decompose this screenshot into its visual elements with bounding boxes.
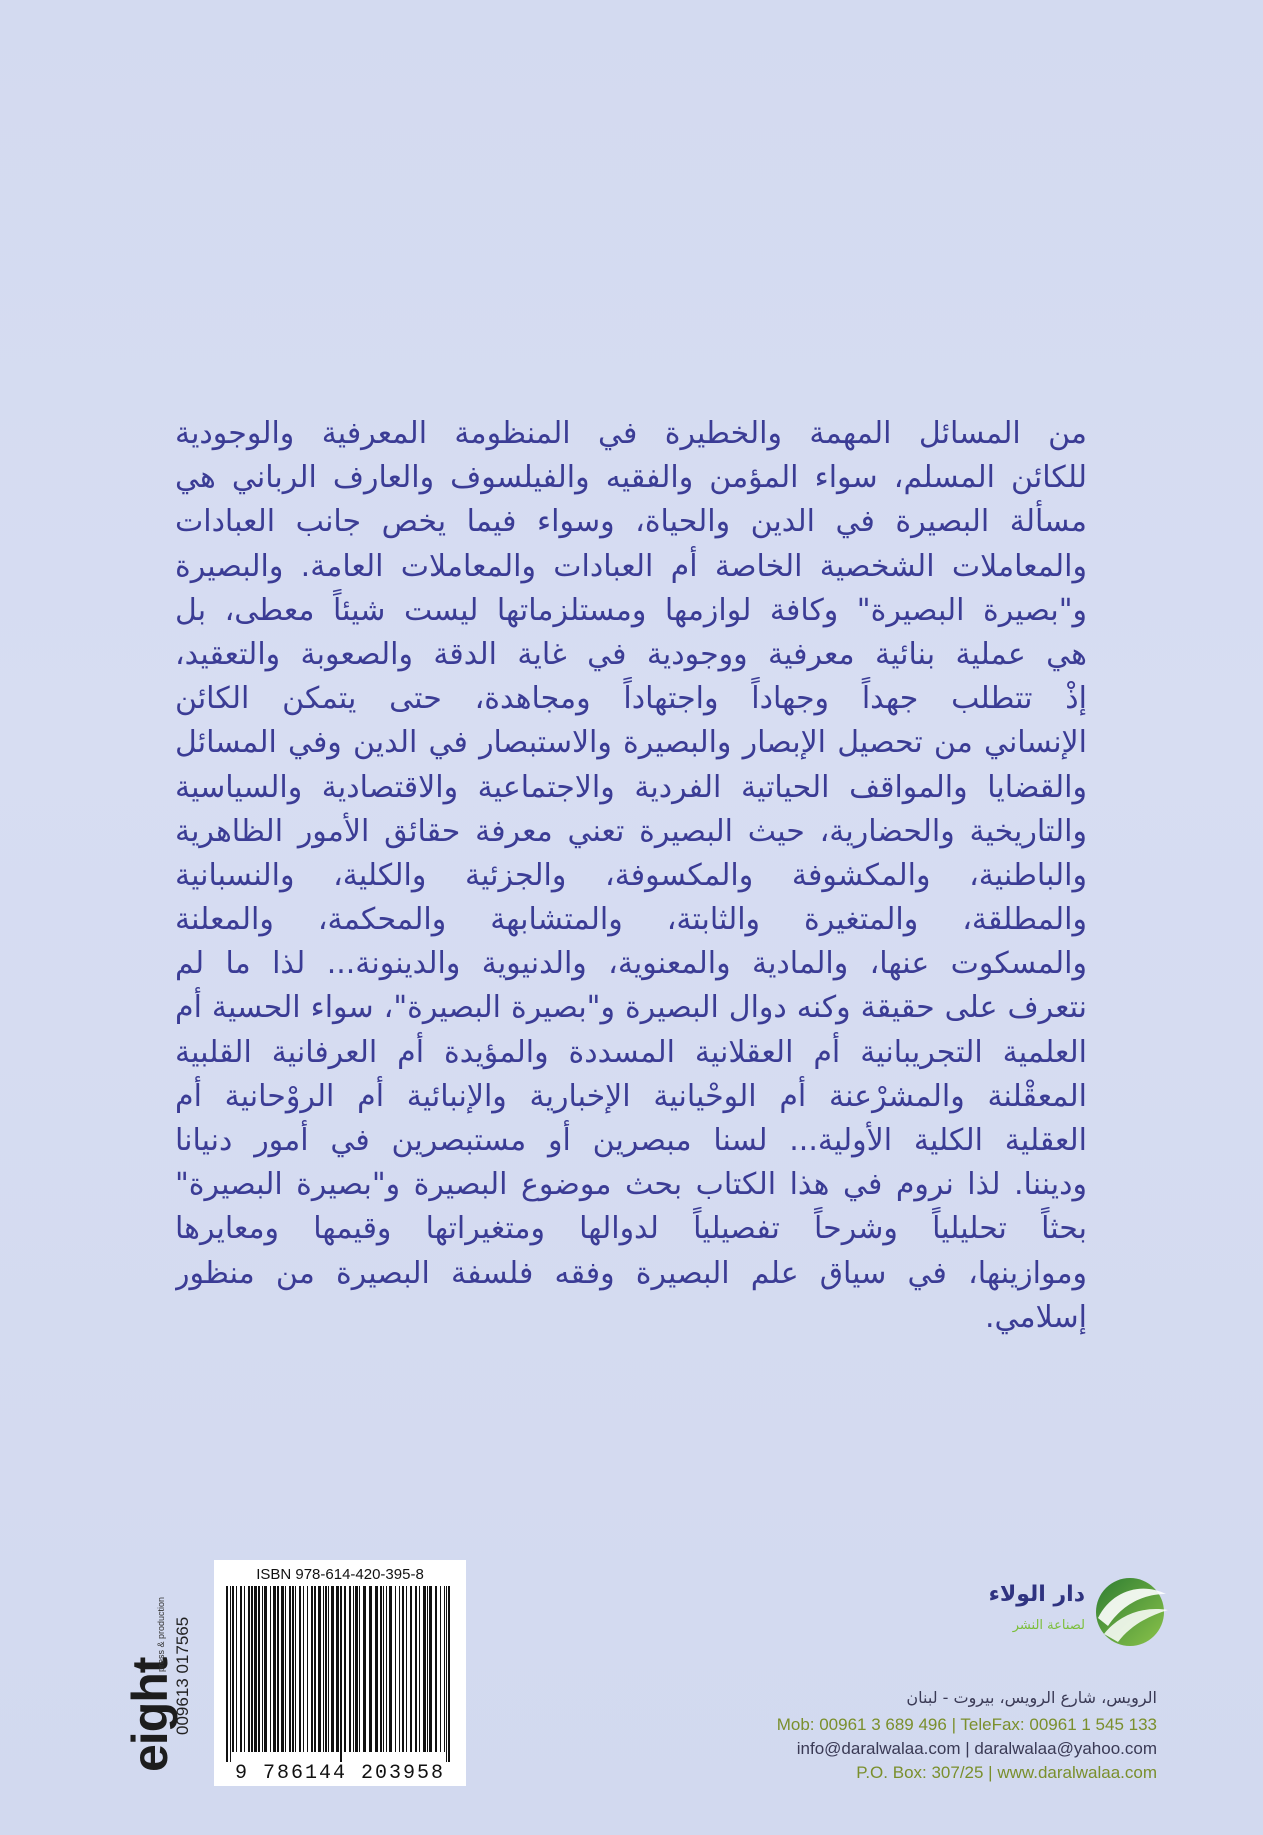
barcode-bar xyxy=(427,1586,428,1752)
blurb-line: الإنساني من تحصيل الإبصار والبصيرة والاستبصار في الدين وفي المسائل xyxy=(175,725,1087,761)
barcode-bar xyxy=(292,1586,294,1752)
blurb-line: وموازينها، في سياق علم البصيرة وفقه فلسفة البصيرة من منظور xyxy=(175,1255,1087,1291)
barcode-bar xyxy=(270,1586,271,1752)
blurb-line: إسلامي. xyxy=(985,1299,1087,1335)
barcode-bar xyxy=(446,1586,447,1762)
barcode-bar xyxy=(369,1586,372,1752)
blurb-line: والتاريخية والحضارية، حيث البصيرة تعني معرفة حقائق الأمور الظاهرية xyxy=(175,813,1087,849)
publisher-address: الرويس، شارع الرويس، بيروت - لبنان xyxy=(906,1688,1157,1707)
barcode-bar xyxy=(289,1586,291,1752)
barcode-bar xyxy=(244,1586,245,1752)
blurb-line: و"بصيرة البصيرة" وكافة لوازمها ومستلزماتها ليست شيئاً معطى، بل xyxy=(175,592,1087,628)
barcode-bar xyxy=(318,1586,321,1752)
barcode-bar xyxy=(232,1586,234,1752)
barcode-bar xyxy=(240,1586,242,1752)
blurb-line: والقضايا والمواقف الحياتية الفردية والاجتماعية والاقتصادية والسياسية xyxy=(175,769,1087,805)
blurb-line: مسألة البصيرة في الدين والحياة، وسواء فيما يخص جانب العبادات xyxy=(175,504,1087,540)
barcode-bar xyxy=(355,1586,358,1752)
barcode-bar xyxy=(336,1586,339,1752)
barcode-icon xyxy=(222,1586,458,1762)
blurb-line: بحثاً تحليلياً وشرحاً تفصيلياً لدوالها ومتغيراتها وقيمها ومعايرها xyxy=(175,1211,1087,1247)
barcode-bar xyxy=(273,1586,276,1752)
blurb-line: من المسائل المهمة والخطيرة في المنظومة المعرفية والوجودية xyxy=(175,416,1087,451)
barcode-bar xyxy=(380,1586,382,1752)
barcode-bar xyxy=(277,1586,279,1752)
barcode-bar xyxy=(419,1586,420,1752)
barcode-bar xyxy=(444,1586,445,1752)
barcode-bar xyxy=(236,1586,237,1752)
barcode-bar xyxy=(415,1586,417,1752)
barcode-bar xyxy=(429,1586,432,1752)
eight-printer-subtext: press & production xyxy=(156,1596,166,1672)
barcode-bar xyxy=(402,1586,404,1752)
blurb-line: العقلية الكلية الأولية... لسنا مبصرين أو مستبصرين في أمور دنيانا xyxy=(175,1123,1087,1158)
barcode-label xyxy=(214,1560,466,1786)
barcode-bar xyxy=(399,1586,400,1752)
barcode-bar xyxy=(285,1586,286,1752)
blurb-line: العلمية التجريبانية أم العقلانية المسددة والمؤيدة أم العرفانية القلبية xyxy=(175,1034,1087,1070)
blurb-line: للكائن المسلم، سواء المؤمن والفقيه والفيلسوف والعارف الرباني هي xyxy=(175,460,1087,496)
barcode-bar xyxy=(226,1586,228,1762)
publisher-emails: info@daralwalaa.com | daralwalaa@yahoo.com xyxy=(796,1739,1157,1758)
barcode-bar xyxy=(440,1586,441,1752)
barcode-bar xyxy=(311,1586,313,1752)
publisher-leaf-logo xyxy=(1090,1572,1170,1650)
blurb-line: والمعاملات الشخصية الخاصة أم العبادات والمعاملات العامة. والبصيرة xyxy=(175,548,1087,584)
barcode-bar xyxy=(383,1586,384,1752)
barcode-bar xyxy=(248,1586,250,1752)
barcode-bar xyxy=(375,1586,378,1752)
barcode-bar xyxy=(435,1586,437,1752)
barcode-bar xyxy=(406,1586,407,1752)
barcode-bar xyxy=(281,1586,284,1752)
barcode-bar xyxy=(386,1586,387,1752)
blurb-line: والمطلقة، والمتغيرة والثابتة، والمتشابهة والمحكمة، والمعلنة xyxy=(175,902,1087,938)
blurb-line: وديننا. لذا نروم في هذا الكتاب بحث موضوع البصيرة و"بصيرة البصيرة" xyxy=(175,1167,1087,1203)
barcode-bar xyxy=(423,1586,426,1752)
barcode-bar xyxy=(410,1586,412,1752)
barcode-bar xyxy=(353,1586,354,1752)
blurb-line: هي عملية بنائية معرفية ووجودية في غاية الدقة والصعوبة والتعقيد، xyxy=(175,636,1087,672)
blurb-line: والمسكوت عنها، والمادية والمعنوية، والدنيوية والدينونة... لذا ما لم xyxy=(175,946,1087,982)
publisher-phones: Mob: 00961 3 689 496 | TeleFax: 00961 1 545 133 xyxy=(776,1715,1157,1734)
isbn-text: ISBN 978-614-420-395-8 xyxy=(256,1566,424,1583)
barcode-bar xyxy=(389,1586,392,1752)
barcode-bar xyxy=(340,1586,342,1762)
blurb-line: نتعرف على حقيقة وكنه دوال البصيرة و"بصيرة البصيرة"، سواء الحسية أم xyxy=(175,990,1087,1026)
barcode-bar xyxy=(295,1586,296,1752)
barcode-bar xyxy=(264,1586,267,1752)
barcode-bar xyxy=(325,1586,327,1752)
barcode-bar xyxy=(395,1586,396,1752)
barcode-bar xyxy=(251,1586,253,1752)
barcode-bar xyxy=(307,1586,308,1752)
blurb-line: المعقْلنة والمشرْعنة أم الوحْيانية الإخبارية والإنبائية أم الروْحانية أم xyxy=(175,1078,1087,1114)
publisher-tagline: لصناعة النشر xyxy=(1012,1618,1085,1633)
barcode-bar xyxy=(254,1586,257,1752)
publisher-name: دار الولاء xyxy=(988,1582,1085,1607)
blurb-line: إذْ تتطلب جهداً وجهاداً واجتهاداً ومجاهدة، حتى يتمكن الكائن xyxy=(175,681,1087,717)
printer-code: 009613 017565 xyxy=(173,1616,192,1735)
barcode-bar xyxy=(314,1586,316,1752)
eight-printer-logo: eight xyxy=(122,1657,178,1772)
barcode-bar xyxy=(328,1586,329,1752)
barcode-bar xyxy=(331,1586,334,1752)
barcode-bar xyxy=(303,1586,304,1752)
blurb-text xyxy=(175,412,1087,1340)
barcode-digits: 9 786144 203958 xyxy=(234,1762,446,1785)
barcode-bar xyxy=(258,1586,260,1752)
barcode-bar xyxy=(448,1586,450,1762)
barcode-bar xyxy=(349,1586,351,1752)
barcode-bar xyxy=(299,1586,301,1752)
barcode-bar xyxy=(262,1586,263,1752)
barcode-bar xyxy=(363,1586,366,1752)
barcode-bar xyxy=(344,1586,346,1752)
barcode-bar xyxy=(230,1586,231,1762)
blurb-line: والباطنية، والمكشوفة والمكسوفة، والجزئية والكلية، والنسبانية xyxy=(175,857,1087,893)
barcode-bar xyxy=(359,1586,360,1752)
publisher-pobox: P.O. Box: 307/25 | www.daralwalaa.com xyxy=(856,1763,1157,1782)
barcode-bar xyxy=(323,1586,324,1752)
